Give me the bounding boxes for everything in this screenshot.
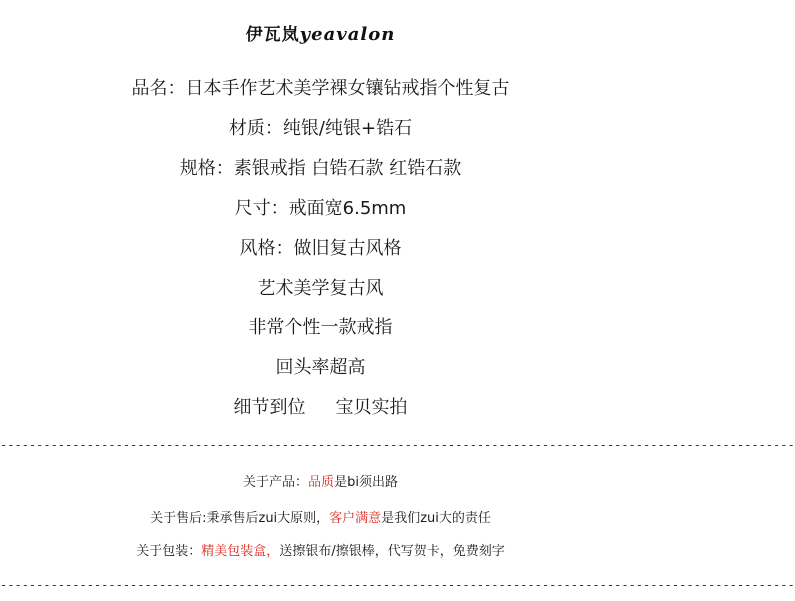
policy-product-highlight: 品质 [308, 475, 335, 490]
policy-packaging-prefix: 关于包装： [136, 544, 202, 559]
tagline-art-vintage: 艺术美学复古风 [257, 278, 384, 299]
brand-name-cn: 伊瓦岚 [245, 25, 300, 45]
tagline-details: 细节到位 [233, 397, 306, 418]
policy-aftersale-highlight: 客户满意 [329, 511, 382, 526]
tagline-details-photos [0, 396, 641, 420]
dashed-divider-bottom: -------------------------------------------------------------------------------------------------------------- [0, 578, 795, 592]
policy-packaging-suffix: 送擦银布/擦银棒，代写贺卡，免费刻字 [279, 544, 505, 559]
policy-product-prefix: 关于产品： [243, 475, 309, 490]
policy-packaging-highlight: 精美包装盒， [201, 544, 280, 559]
policy-aftersale [0, 510, 641, 528]
policy-aftersale-prefix: 关于售后:秉承售后zui大原则， [150, 511, 330, 526]
brand-name-latin: yeavalon [299, 24, 396, 45]
policy-packaging [0, 543, 641, 561]
policy-product-suffix: 是bi须出路 [334, 475, 398, 490]
spec-variants: 规格：素银戒指 白锆石款 红锆石款 [179, 158, 462, 179]
tagline-eye-catching: 回头率超高 [275, 357, 366, 378]
tagline-real-photos: 宝贝实拍 [335, 397, 408, 418]
tagline-unique-ring: 非常个性一款戒指 [248, 317, 393, 338]
dashed-divider-top: -------------------------------------------------------------------------------------------------------------- [0, 438, 795, 452]
policy-aftersale-suffix: 是我们zui大的责任 [381, 511, 491, 526]
spec-material: 材质：纯银/纯银+锆石 [228, 118, 413, 139]
spec-size: 尺寸：戒面宽6.5mm [234, 198, 407, 219]
brand-title [0, 20, 641, 45]
policy-product [0, 474, 641, 492]
spec-style: 风格：做旧复古风格 [239, 238, 402, 259]
spec-product-name: 品名：日本手作艺术美学裸女镶钻戒指个性复古 [131, 78, 510, 99]
